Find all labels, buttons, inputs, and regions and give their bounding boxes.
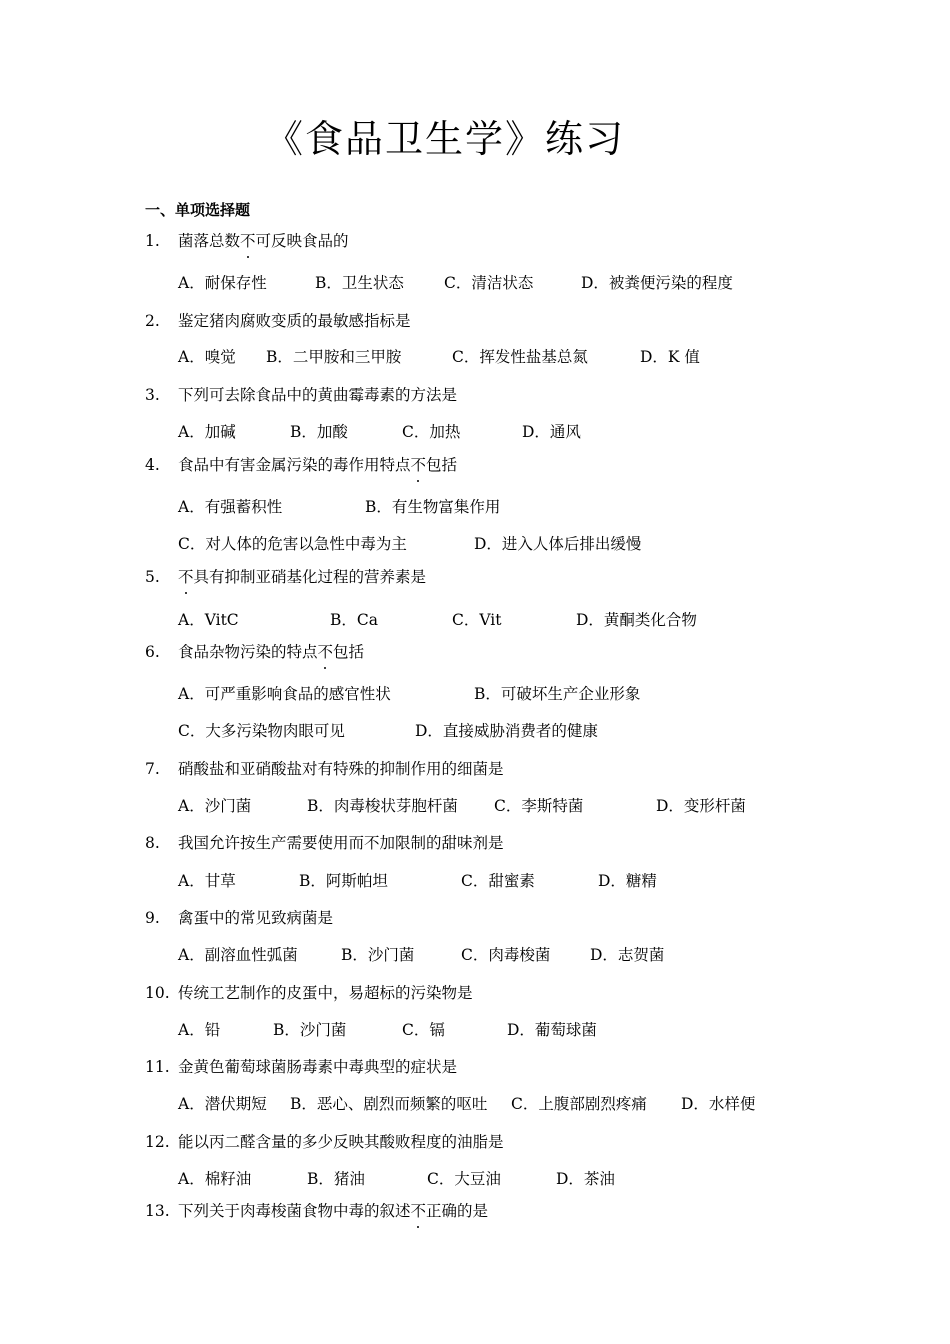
answer-option: B．猪油 [307,1170,365,1188]
question-number: 5. [145,568,160,586]
question-text-part: 禽蛋中的常见致病菌是 [178,909,334,927]
question-text-part: 正确的是 [426,1202,489,1220]
question-text [178,566,426,588]
answer-option: D．志贺菌 [590,946,665,964]
question-text [178,310,411,332]
answer-option: D．进入人体后排出缓慢 [474,535,642,553]
question-text-part: 食品杂物污染的特点 [178,643,318,661]
question-text-part: 能以丙二醛含量的多少反映其酸败程度的油脂是 [178,1133,504,1151]
emphasis-negation: 不 [317,643,334,661]
question-text [178,832,504,854]
answer-option: D．水样便 [681,1095,756,1113]
question-text-part: 具有抑制亚硝基化过程的营养素是 [193,568,427,586]
section-heading: 一、单项选择题 [145,201,251,219]
question-number: 3. [145,386,160,404]
question-number: 9. [145,909,160,927]
emphasis-negation: 不 [410,1202,427,1220]
question-number: 2. [145,312,160,330]
question-number: 1. [145,232,160,250]
question-number: 6. [145,643,160,661]
answer-option: C．加热 [402,423,461,441]
answer-option: B．可破坏生产企业形象 [474,685,641,703]
answer-option: C．挥发性盐基总氮 [452,348,588,366]
question-number: 4. [145,456,160,474]
question-text-part: 包括 [426,456,458,474]
question-text-part: 菌落总数 [178,232,241,250]
question-number: 10. [145,984,170,1002]
answer-option: D．糖精 [598,872,657,890]
question-text [178,384,457,406]
answer-option: C．上腹部剧烈疼痛 [511,1095,647,1113]
answer-option: A．VitC [178,611,239,629]
answer-option: B．沙门菌 [341,946,415,964]
answer-option: A．潜伏期短 [178,1095,267,1113]
question-text [178,1056,457,1078]
answer-option: A．沙门菌 [178,797,252,815]
answer-option: D．变形杆菌 [656,797,746,815]
answer-option: C．肉毒梭菌 [461,946,551,964]
question-text-part: 食品中有害金属污染的毒作用特点 [178,456,411,474]
answer-option: C．对人体的危害以急性中毒为主 [178,535,407,553]
question-text-part: 金黄色葡萄球菌肠毒素中毒典型的症状是 [178,1058,458,1076]
answer-option: B．有生物富集作用 [365,498,501,516]
answer-option: B．阿斯帕坦 [299,872,388,890]
answer-option: A．有强蓄积性 [178,498,283,516]
answer-option: C．李斯特菌 [494,797,584,815]
question-number: 8. [145,834,160,852]
answer-option: D．通风 [522,423,581,441]
answer-option: B．加酸 [290,423,348,441]
answer-option: A．副溶血性弧菌 [178,946,298,964]
answer-option: B．恶心、剧烈而频繁的呕吐 [290,1095,488,1113]
answer-option: B．沙门菌 [273,1021,347,1039]
emphasis-negation: 不 [240,232,256,250]
answer-option: D．直接威胁消费者的健康 [415,722,598,740]
answer-option: B．Ca [330,611,378,629]
answer-option: B．卫生状态 [315,274,404,292]
question-number: 7. [145,760,160,778]
question-text [178,454,457,476]
answer-option: D．K 值 [640,348,700,366]
answer-option: A．铅 [178,1021,221,1039]
answer-option: C．大豆油 [427,1170,501,1188]
question-text-part: 下列可去除食品中的黄曲霉毒素的方法是 [178,386,458,404]
answer-option: A．甘草 [178,872,236,890]
answer-option: C．甜蜜素 [461,872,535,890]
answer-option: D．黄酮类化合物 [576,611,697,629]
question-text-part: 包括 [333,643,365,661]
question-text [178,230,349,252]
question-text [178,758,504,780]
answer-option: A．耐保存性 [178,274,267,292]
question-number: 11. [145,1058,170,1076]
answer-option: C．大多污染物肉眼可见 [178,722,345,740]
question-text [178,982,473,1004]
answer-option: A．棉籽油 [178,1170,252,1188]
document-title: 《食品卫生学》练习 [264,117,625,161]
answer-option: D．被粪便污染的程度 [581,274,733,292]
question-text-part: 下列关于肉毒梭菌食物中毒的叙述 [178,1202,411,1220]
answer-option: D．葡萄球菌 [507,1021,597,1039]
emphasis-negation: 不 [178,568,194,586]
emphasis-negation: 不 [410,456,427,474]
question-text [178,641,364,663]
answer-option: A．嗅觉 [178,348,236,366]
question-text [178,907,333,929]
answer-option: C．Vit [452,611,502,629]
question-text-part: 硝酸盐和亚硝酸盐对有特殊的抑制作用的细菌是 [178,760,504,778]
question-text-part: 可反映食品的 [255,232,349,250]
question-text-part: 我国允许按生产需要使用而不加限制的甜味剂是 [178,834,504,852]
question-text [178,1131,504,1153]
question-number: 12. [145,1133,170,1151]
question-number: 13. [145,1202,170,1220]
question-text-part: 传统工艺制作的皮蛋中，易超标的污染物是 [178,984,473,1002]
question-text-part: 鉴定猪肉腐败变质的最敏感指标是 [178,312,411,330]
answer-option: B．二甲胺和三甲胺 [266,348,402,366]
answer-option: A．加碱 [178,423,236,441]
answer-option: C．镉 [402,1021,445,1039]
answer-option: D．茶油 [556,1170,615,1188]
answer-option: A．可严重影响食品的感官性状 [178,685,391,703]
answer-option: C．清洁状态 [444,274,534,292]
answer-option: B．肉毒梭状芽胞杆菌 [307,797,458,815]
question-text [178,1200,488,1222]
